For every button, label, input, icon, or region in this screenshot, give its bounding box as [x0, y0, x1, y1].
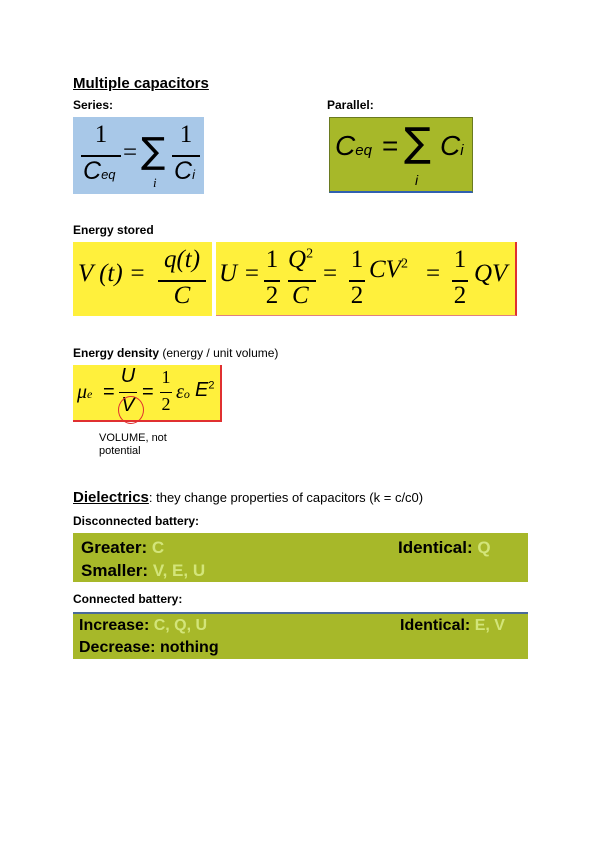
series-ci: Ci	[174, 157, 195, 185]
energy-half3-den: 2	[453, 282, 467, 309]
energy-half1-den: 2	[265, 282, 279, 309]
energy-half2-den: 2	[350, 282, 364, 309]
voltage-den: C	[173, 282, 191, 309]
voltage-num: q(t)	[163, 246, 201, 273]
parallel-ceq: Ceq	[335, 130, 372, 161]
density-e2: $E^2$	[195, 379, 215, 401]
voltage-lhs: V (t) =	[78, 260, 146, 287]
series-formula	[73, 117, 204, 194]
identical-row: Identical: Q	[398, 538, 491, 557]
parallel-equals: =	[382, 130, 399, 161]
energy-u: U =	[219, 260, 261, 287]
connected-label: Connected battery:	[73, 592, 183, 606]
energy-formula	[216, 242, 517, 316]
parallel-label: Parallel:	[327, 98, 374, 112]
series-equals: =	[123, 139, 138, 166]
identical-connected-row: Identical: E, V	[400, 617, 505, 634]
increase-row: Increase: C, Q, U	[79, 617, 208, 634]
energy-qv: QV	[474, 260, 508, 287]
energy-half3-num: 1	[453, 246, 467, 273]
series-numerator2: 1	[179, 121, 193, 148]
dielectrics-heading: Dielectrics: they change properties of capacitors (k = c/c0)	[73, 489, 424, 506]
energy-stored-label: Energy stored	[73, 223, 154, 237]
series-ceq: Ceq	[83, 157, 116, 185]
smaller-row: Smaller: V, E, U	[81, 561, 206, 580]
energy-c: C	[292, 282, 309, 309]
density-eps: εo	[176, 381, 190, 403]
parallel-formula	[329, 117, 473, 193]
connected-box	[73, 612, 528, 659]
volume-circle-highlight	[118, 396, 144, 424]
series-label: Series:	[73, 98, 114, 112]
series-numerator: 1	[94, 121, 108, 148]
energy-density-heading: Energy density (energy / unit volume)	[73, 346, 279, 360]
volume-note: VOLUME, not potential	[99, 432, 167, 457]
disconnected-label: Disconnected battery:	[73, 514, 200, 528]
density-eq: =	[103, 381, 115, 403]
series-index: i	[153, 175, 157, 190]
disconnected-box	[73, 533, 528, 582]
decrease-row: Decrease: nothing	[79, 639, 219, 656]
voltage-formula	[73, 242, 212, 316]
parallel-index: i	[415, 172, 419, 188]
density-u: U	[120, 365, 136, 387]
energy-half1-num: 1	[265, 246, 279, 273]
energy-q2: $Q^2$	[288, 246, 314, 273]
parallel-ci: Ci	[440, 130, 464, 161]
energy-eq2: =	[323, 260, 338, 287]
series-sum: ∑	[141, 131, 166, 172]
density-eq2: =	[142, 381, 154, 403]
greater-row: Greater: C	[81, 538, 165, 557]
density-half-num: 1	[161, 367, 171, 387]
section-title: Multiple capacitors	[73, 75, 209, 92]
energy-cv2: $CV^2$	[369, 256, 408, 283]
density-formula	[73, 365, 222, 422]
density-v: V	[121, 394, 135, 416]
density-half-den: 2	[161, 394, 171, 414]
parallel-sum: ∑	[404, 120, 431, 166]
density-mu: μe	[77, 381, 93, 403]
energy-eq3: =	[426, 260, 441, 287]
energy-half2-num: 1	[350, 246, 364, 273]
